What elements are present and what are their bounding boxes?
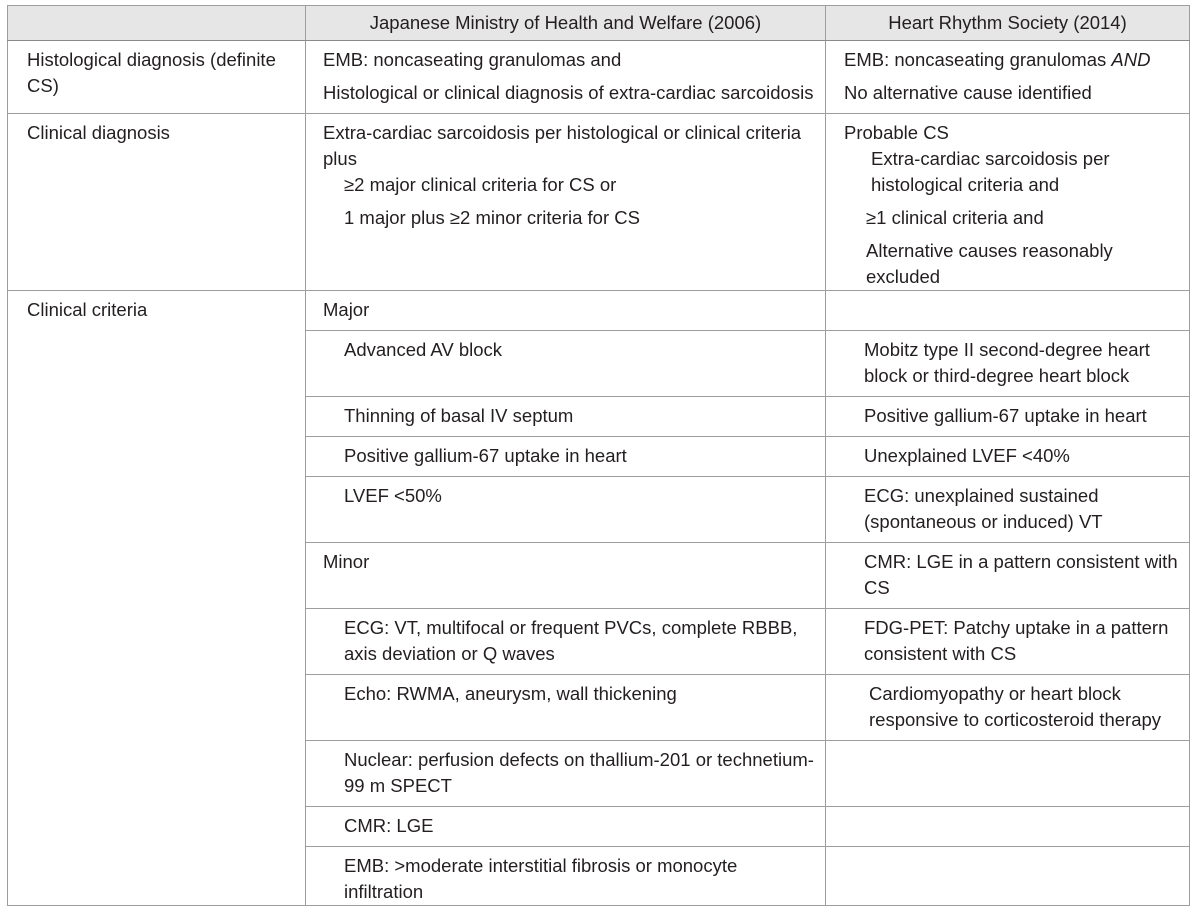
minor-label: Minor: [306, 543, 826, 609]
major-japan-item: Advanced AV block: [306, 331, 826, 397]
clinical-diagnosis-japan-intro: Extra-cardiac sarcoidosis per histological or clinical criteria plus: [323, 122, 802, 169]
minor-japan-item: ECG: VT, multifocal or frequent PVCs, complete RBBB, axis deviation or Q waves: [306, 609, 826, 675]
criteria-table: [7, 5, 1190, 906]
major-hrs-item: ECG: unexplained sustained (spontaneous or induced) VT: [826, 477, 1190, 543]
header-row: [8, 6, 1190, 41]
clinical-diagnosis-japan-sub: ≥2 major clinical criteria for CS or: [344, 174, 617, 195]
label-clinical-diagnosis: Clinical diagnosis: [8, 114, 306, 291]
clinical-diagnosis-hrs: [826, 114, 1190, 291]
minor-hrs-item: FDG-PET: Patchy uptake in a pattern consistent with CS: [826, 609, 1190, 675]
clinical-diagnosis-hrs-sub: ≥1 clinical criteria and: [866, 207, 1044, 228]
major-japan-item: Thinning of basal IV septum: [306, 397, 826, 437]
minor-japan-item: Nuclear: perfusion defects on thallium-201 or technetium-99 m SPECT: [306, 741, 826, 807]
clinical-diagnosis-japan-sub: 1 major plus ≥2 minor criteria for CS: [344, 207, 640, 228]
minor-hrs-item: [826, 807, 1190, 847]
major-hrs-item: Mobitz type II second-degree heart block or third-degree heart block: [826, 331, 1190, 397]
header-hrs: Heart Rhythm Society (2014): [826, 6, 1190, 41]
minor-japan-item: CMR: LGE: [306, 807, 826, 847]
row-histological: [8, 41, 1190, 114]
histological-japan-line: EMB: noncaseating granulomas and: [323, 49, 622, 70]
header-empty-cell: [8, 6, 306, 41]
clinical-diagnosis-japan: [306, 114, 826, 291]
major-label-hrs-empty: [826, 291, 1190, 331]
clinical-diagnosis-hrs-sub: Alternative causes reasonably excluded: [866, 240, 1113, 287]
major-hrs-item: Unexplained LVEF <40%: [826, 437, 1190, 477]
clinical-diagnosis-hrs-title: Probable CS: [844, 122, 949, 143]
major-label: Major: [306, 291, 826, 331]
clinical-diagnosis-hrs-sub: Extra-cardiac sarcoidosis per histological criteria and: [871, 148, 1110, 195]
minor-japan-item: Echo: RWMA, aneurysm, wall thickening: [306, 675, 826, 741]
minor-hrs-item: [826, 847, 1190, 906]
minor-hrs-item: [826, 741, 1190, 807]
histological-japan: [306, 41, 826, 114]
histological-japan-line: Histological or clinical diagnosis of extra-cardiac sarcoidosis: [323, 82, 814, 103]
major-japan-item: LVEF <50%: [306, 477, 826, 543]
minor-hrs-item: CMR: LGE in a pattern consistent with CS: [826, 543, 1190, 609]
minor-japan-item: EMB: >moderate interstitial fibrosis or monocyte infiltration: [306, 847, 826, 906]
row-clinical-diagnosis: [8, 114, 1190, 291]
histological-hrs: [826, 41, 1190, 114]
row-major-label: [8, 291, 1190, 331]
minor-hrs-item: Cardiomyopathy or heart block responsive to corticosteroid therapy: [826, 675, 1190, 741]
header-japan: Japanese Ministry of Health and Welfare (2006): [306, 6, 826, 41]
histological-hrs-line: No alternative cause identified: [844, 82, 1092, 103]
histological-hrs-line: EMB: noncaseating granulomas AND: [844, 49, 1151, 70]
label-clinical-criteria: Clinical criteria: [8, 291, 306, 906]
label-histological: Histological diagnosis (definite CS): [8, 41, 306, 114]
major-hrs-item: Positive gallium-67 uptake in heart: [826, 397, 1190, 437]
emphasis-and: AND: [1111, 49, 1151, 70]
major-japan-item: Positive gallium-67 uptake in heart: [306, 437, 826, 477]
